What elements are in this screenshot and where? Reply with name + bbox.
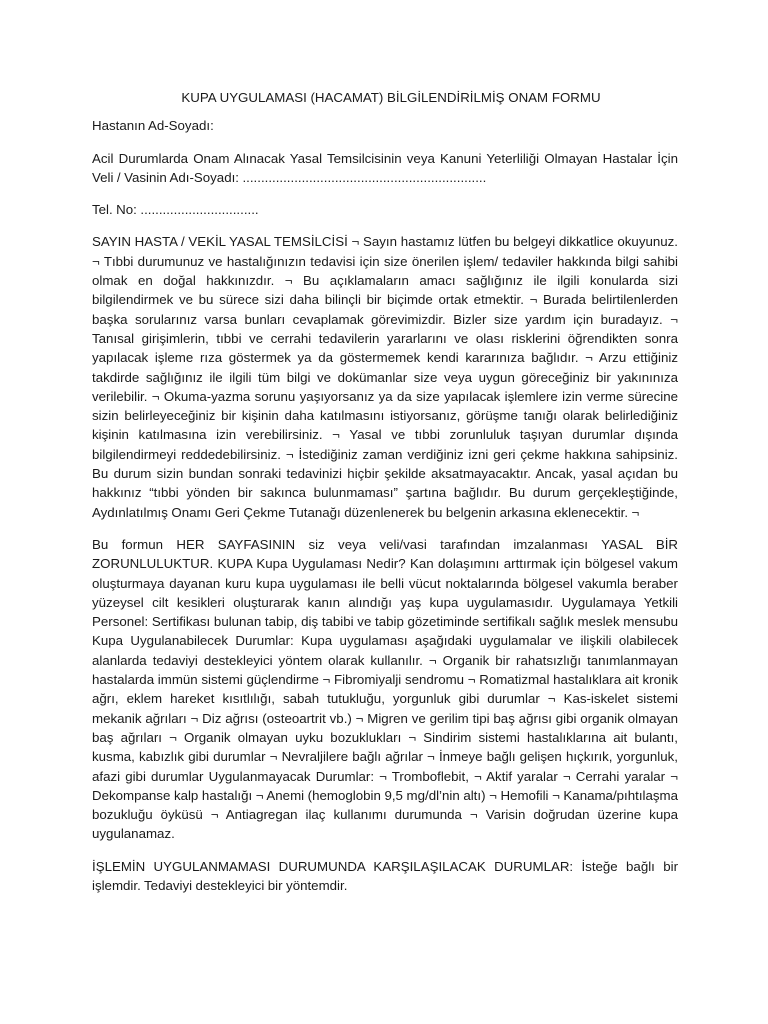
procedure-info-paragraph: Bu formun HER SAYFASININ siz veya veli/vasi tarafından imzalanması YASAL BİR ZORUNLULUKTUR. KUPA Kupa Uygulaması Nedir? Kan dolaşımını arttırmak için bölgesel vakum oluşturmaya dayanan kuru kupa uygulaması ile belli vücut noktalarında bölgesel vakumla beraber yüzeysel cilt kesikleri oluşturarak kanın alındığı yaş kupa uygulamasıdır. Uygulamaya Yetkili Personel: Sertifikası bulunan tabip, diş tabibi ve tabip gözetiminde sertifikalı sağlık meslek mensubu Kupa Uygulanabilecek Durumlar: Kupa uygulaması aşağıdaki uygulamalar ve ilişkili olabilecek alanlarda tedaviyi destekleyici yöntem olarak kullanılır. ¬ Organik bir rahatsızlığı tanımlanmayan hastalarda immün sistemi güçlendirme ¬ Fibromiyalji sendromu ¬ Romatizmal hastalıklara ait kronik ağrı, eklem hareket kısıtlılığı, sabah tutukluğu, yorgunluk gibi durumlar ¬ Kas-iskelet sistemi mekanik ağrıları ¬ Diz ağrısı (osteoartrit vb.) ¬ Migren ve gerilim tipi baş ağrısı gibi organik olmayan baş ağrıları ¬ Organik olmayan uyku bozuklukları ¬ Sindirim sistemi hastalıklarına ait bulantı, kusma, kabızlık gibi durumlar ¬ Nevraljilere bağlı ağrılar ¬ İnmeye bağlı gelişen hıçkırık, yorgunluk, afazi gibi durumlar Uygulanmayacak Durumlar: ¬ Tromboflebit, ¬ Aktif yaralar ¬ Cerrahi yaralar ¬ Dekompanse kalp hastalığı ¬ Anemi (hemoglobin 9,5 mg/dl’nin altı) ¬ Hemofili ¬ Kanama/pıhtılaşma bozukluğu öyküsü ¬ Antiagregan ilaç kullanımı durumunda ¬ Varisin doğrudan üzerine kupa uygulanamaz. <box>92 536 678 842</box>
document-body <box>92 88 678 895</box>
guardian-name-field: Acil Durumlarda Onam Alınacak Yasal Temsilcisinin veya Kanuni Yeterliliği Olmayan Hastalar İçin Veli / Vasinin Adı-Soyadı: .................................................................. <box>92 150 678 185</box>
document-title: KUPA UYGULAMASI (HACAMAT) BİLGİLENDİRİLMİŞ ONAM FORMU <box>181 90 601 105</box>
phone-number-field: Tel. No: ................................ <box>92 202 259 218</box>
patient-name-field: Hastanın Ad-Soyadı: <box>92 118 214 134</box>
non-application-paragraph: İŞLEMİN UYGULANMAMASI DURUMUNDA KARŞILAŞILACAK DURUMLAR: İsteğe bağlı bir işlemdir. Tedaviyi destekleyici bir yöntemdir. <box>92 858 678 893</box>
patient-rights-paragraph: SAYIN HASTA / VEKİL YASAL TEMSİLCİSİ ¬ Sayın hastamız lütfen bu belgeyi dikkatlice okuyunuz. ¬ Tıbbi durumunuz ve hastalığınızın tedavisi için size önerilen işlem/ tedaviler hakkında bilgi sahibi olmak en doğal hakkınızdır. ¬ Bu açıklamaların amacı sağlığınız ile ilgili konularda sizi bilgilendirmek ve bu sürece sizi daha bilinçli bir biçimde ortak etmektir. ¬ Burada belirtilenlerden başka sorularınız varsa bunları cevaplamak görevimizdir. Bizler size yardım için buradayız. ¬ Tanısal girişimlerin, tıbbi ve cerrahi tedavilerin yararlarını ve olası risklerini öğrendikten sonra yapılacak işleme rıza göstermek ya da göstermemek kendi kararınıza bağlıdır. ¬ Arzu ettiğiniz takdirde sağlığınız ile ilgili tüm bilgi ve dokümanlar size veya uygun göreceğiniz bir yakınınıza verilebilir. ¬ Okuma-yazma sorunu yaşıyorsanız ya da size yapılacak işlemlere izin verme sürecine sizin belirleyeceğiniz bir kişinin daha katılmasını istiyorsanız, görüşme tanığı olarak belirlediğiniz kişinin katılmasına izin verebilirsiniz. ¬ Yasal ve tıbbi zorunluluk taşıyan durumlar dışında bilgilendirmeyi reddedebilirsiniz. ¬ İstediğiniz zaman verdiğiniz izni geri çekme hakkına sahipsiniz. Bu durum sizin bundan sonraki tedavinizi hiçbir şekilde aksatmayacaktır. Ancak, yasal açıdan bu hakkınız “tıbbi yönden bir sakınca bulunmaması” şartına bağlıdır. Bu durum gerçekleştiğinde, Aydınlatılmış Onamı Geri Çekme Tutanağı düzenlenerek bu belgenin arkasına eklenecektir. ¬ <box>92 234 678 520</box>
